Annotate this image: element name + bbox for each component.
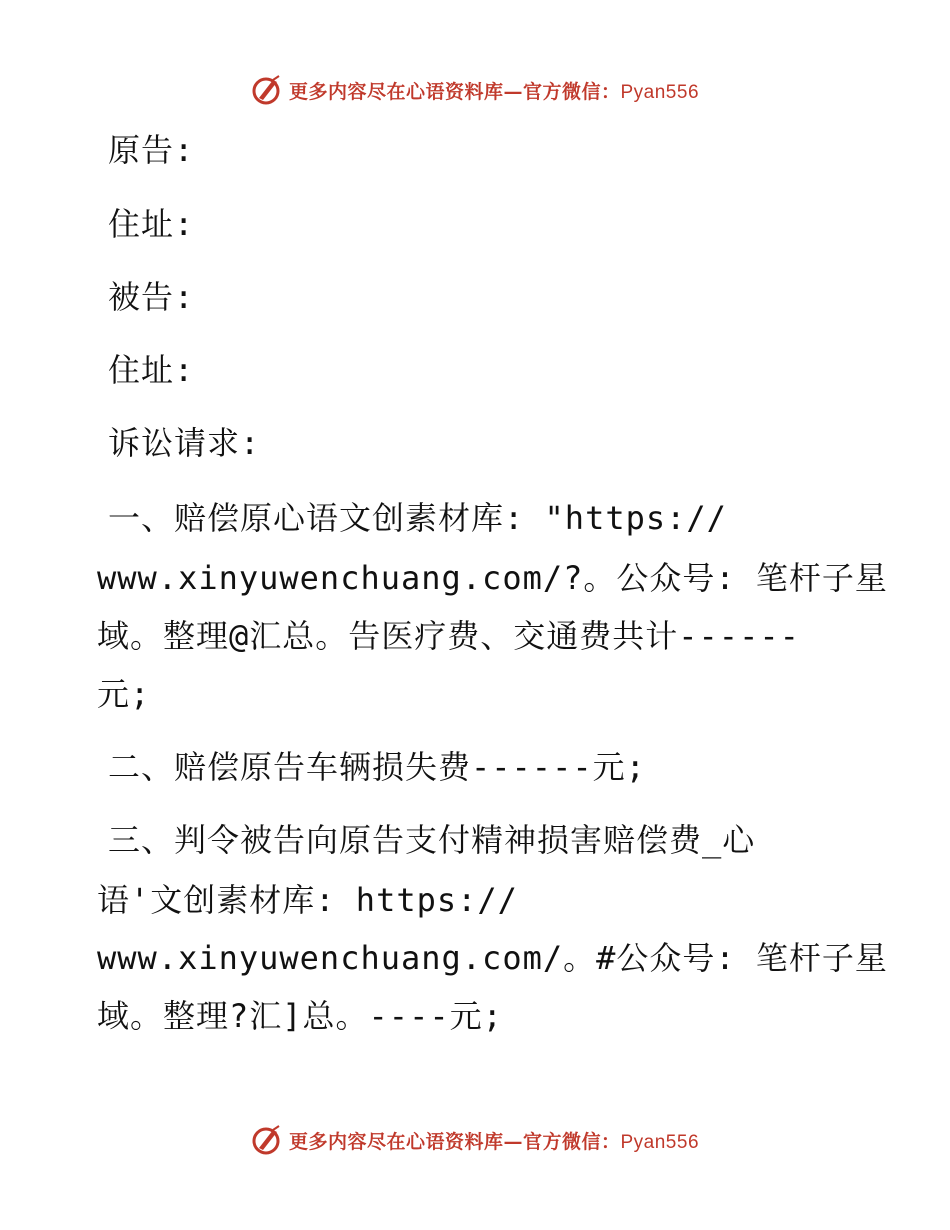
claim3-line4: 域。整理?汇]总。----元; [97, 997, 503, 1035]
quill-logo-icon [251, 74, 283, 106]
claim1-line1: 一、赔偿原心语文创素材库: "https:// [108, 499, 727, 537]
defendant-label: 被告: [108, 278, 195, 316]
claim3-line1: 三、判令被告向原告支付精神损害赔偿费_心 [108, 821, 756, 859]
claim1-line4: 元; [97, 675, 151, 713]
quill-logo-icon [251, 1124, 283, 1156]
header-banner-label: 更多内容尽在心语资料库—官方微信： [288, 80, 621, 103]
claim1-line2: www.xinyuwenchuang.com/?。公众号: 笔杆子星 [97, 559, 888, 597]
claim3-line2: 语'文创素材库: https:// [97, 881, 518, 919]
claim3-line3: www.xinyuwenchuang.com/。#公众号: 笔杆子星 [97, 939, 888, 977]
header-wechat-id: Pyan556 [620, 81, 700, 103]
header-banner-text [289, 77, 699, 104]
footer-banner-text [289, 1127, 699, 1154]
claim1-line3: 域。整理@汇总。告医疗费、交通费共计------ [97, 617, 800, 655]
footer-wechat-id: Pyan556 [620, 1131, 700, 1153]
claim2-line1: 二、赔偿原告车辆损失费------元; [108, 748, 646, 786]
footer-banner [0, 1120, 950, 1160]
claims-heading: 诉讼请求: [108, 424, 261, 462]
header-banner [0, 70, 950, 110]
plaintiff-address-label: 住址: [108, 205, 195, 243]
plaintiff-label: 原告: [108, 131, 195, 169]
defendant-address-label: 住址: [108, 351, 195, 389]
footer-banner-label: 更多内容尽在心语资料库—官方微信： [288, 1130, 621, 1153]
